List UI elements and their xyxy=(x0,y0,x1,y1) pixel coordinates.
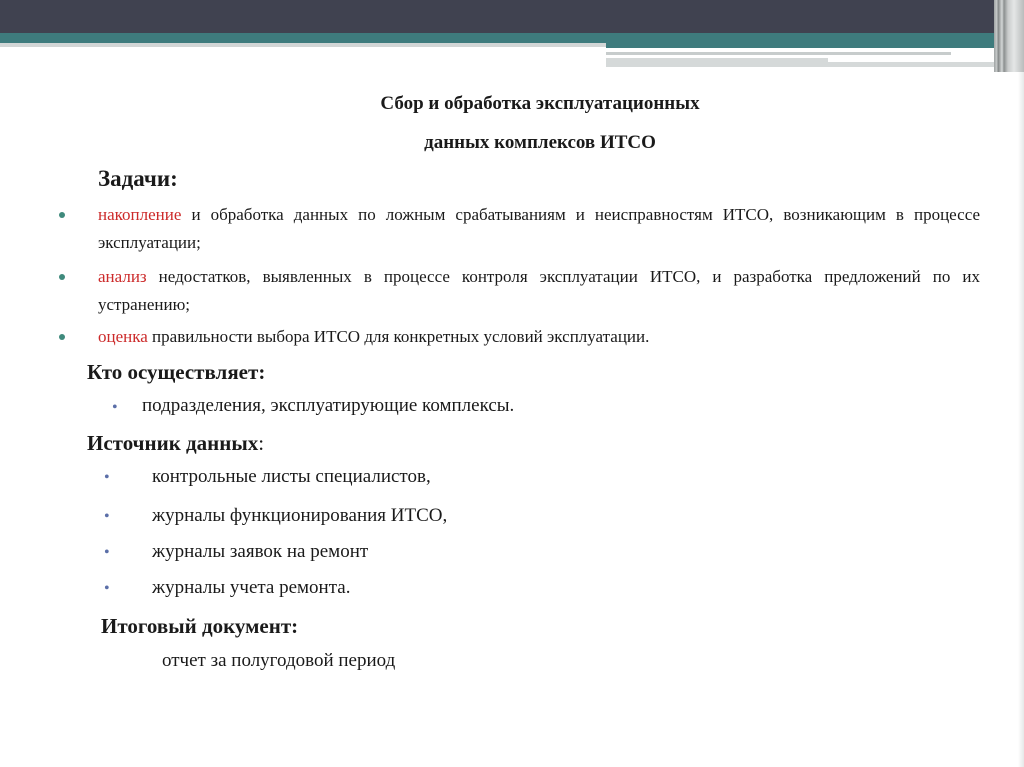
slide-edge-shadow xyxy=(1018,72,1024,767)
header-edge-strip xyxy=(994,0,1024,72)
header-bar-dark xyxy=(0,0,1024,33)
header-bar-light xyxy=(0,43,606,47)
task-text: и обработка данных по ложным срабатываниям и неисправностям ИТСО, возникающим в процессе эксплуатации; xyxy=(98,205,980,252)
doc-item: отчет за полугодовой период xyxy=(162,650,396,671)
source-item: журналы учета ремонта. xyxy=(152,577,351,598)
source-heading-text: Источник данных xyxy=(87,431,259,455)
source-item: журналы функционирования ИТСО, xyxy=(152,505,448,526)
slide-title-line2: данных комплексов ИТСО xyxy=(424,132,656,153)
task-keyword: накопление xyxy=(98,205,182,224)
source-item: контрольные листы специалистов, xyxy=(152,466,431,487)
source-heading-colon: : xyxy=(258,431,265,455)
task-bullet-icon xyxy=(59,334,65,340)
task-item xyxy=(98,323,980,351)
slide-title-line1: Сбор и обработка эксплуатационных xyxy=(380,93,700,114)
task-keyword: оценка xyxy=(98,327,148,346)
tasks-heading: Задачи: xyxy=(98,166,178,191)
task-bullet-icon xyxy=(59,274,65,280)
bullet-icon: • xyxy=(104,544,110,561)
task-item xyxy=(98,201,980,257)
task-bullet-icon xyxy=(59,212,65,218)
who-item: подразделения, эксплуатирующие комплексы. xyxy=(142,395,515,416)
bullet-icon: • xyxy=(112,399,118,416)
doc-heading: Итоговый документ: xyxy=(101,614,299,638)
header-bar-short-right xyxy=(828,62,1002,67)
source-item: журналы заявок на ремонт xyxy=(152,541,369,562)
source-heading xyxy=(87,431,264,456)
header-bar-teal-right xyxy=(606,43,1024,48)
task-item xyxy=(98,263,980,319)
header-bar-thin xyxy=(606,52,951,55)
header-bar-short xyxy=(606,58,828,67)
bullet-icon: • xyxy=(104,580,110,597)
task-text: недостатков, выявленных в процессе контроля эксплуатации ИТСО, и разработка предложений по их устранению; xyxy=(98,267,980,314)
task-text: правильности выбора ИТСО для конкретных условий эксплуатации. xyxy=(147,327,650,346)
header-bar-teal xyxy=(0,33,1024,43)
task-keyword: анализ xyxy=(98,267,147,286)
bullet-icon: • xyxy=(104,508,110,525)
bullet-icon: • xyxy=(104,469,110,486)
who-heading: Кто осуществляет: xyxy=(87,360,266,384)
